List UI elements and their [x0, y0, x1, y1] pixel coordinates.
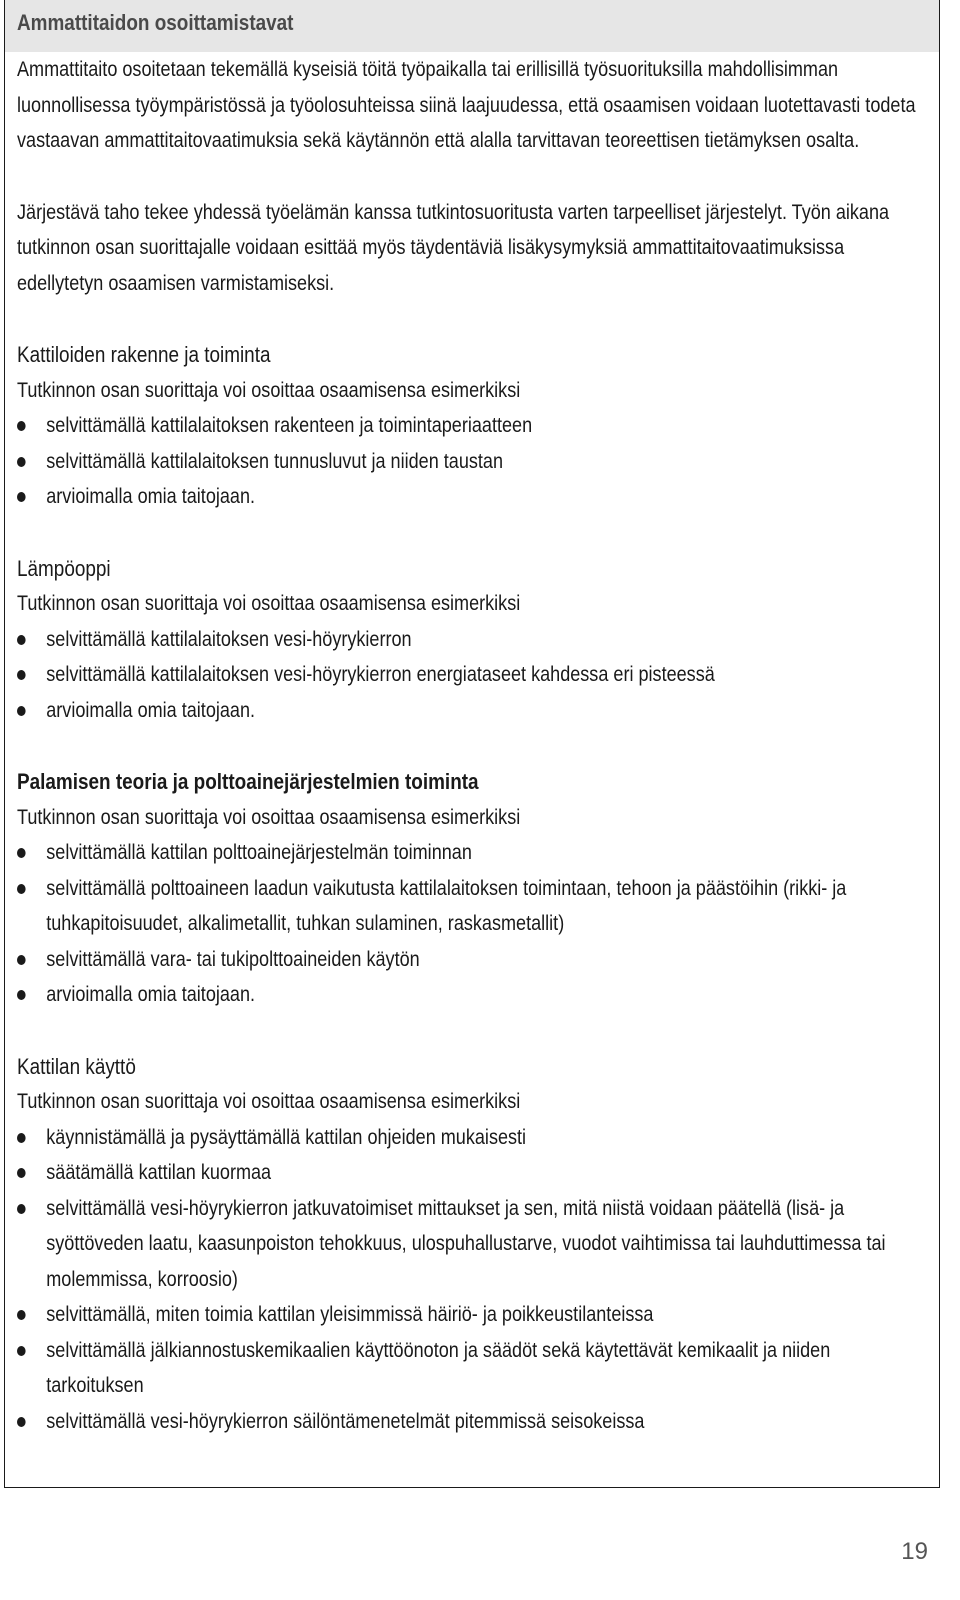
list-item-text: selvittämällä, miten toimia kattilan yleisimmissä häiriö- ja poikkeustilanteissa: [46, 1303, 654, 1326]
list-item-text: arvioimalla omia taitojaan.: [46, 698, 256, 722]
list-item: [17, 1297, 925, 1333]
section-intro: Tutkinnon osan suorittaja voi osoittaa osaamisensa esimerkiksi: [17, 1090, 521, 1113]
section-heading: Kattiloiden rakenne ja toiminta: [17, 342, 271, 367]
list-item: [17, 444, 925, 480]
bullet-icon: [17, 457, 26, 467]
bullet-list: [17, 622, 925, 729]
list-item-text: arvioimalla omia taitojaan.: [46, 485, 256, 508]
bullet-icon: [17, 1346, 26, 1356]
section-intro: Tutkinnon osan suorittaja voi osoittaa osaamisensa esimerkiksi: [17, 592, 521, 615]
header-band: [5, 0, 939, 52]
list-item-text: selvittämällä vara- tai tukipolttoaineiden käytön: [46, 947, 420, 971]
list-item: [17, 835, 925, 871]
bullet-icon: [17, 1204, 26, 1214]
bullet-list: [17, 835, 925, 1013]
list-item-text: selvittämällä kattilalaitoksen tunnusluvut ja niiden taustan: [46, 449, 504, 473]
list-item: [17, 1404, 925, 1440]
list-item-text: selvittämällä vesi-höyrykierron säilöntämenetelmät pitemmissä seisokeissa: [46, 1409, 645, 1433]
document-body: [17, 52, 925, 1439]
bullet-icon: [17, 955, 26, 965]
section-intro: Tutkinnon osan suorittaja voi osoittaa osaamisensa esimerkiksi: [17, 378, 521, 402]
list-item-text: arvioimalla omia taitojaan.: [46, 983, 256, 1006]
arrangements-paragraph: Järjestävä taho tekee yhdessä työelämän kanssa tutkintosuoritusta varten tarpeelliset järjestelyt. Työn aikana tutkinnon osan suorittajalle voidaan esittää myös täydentäviä lisäkysymyksiä ammattitaitovaatimuksissa edellytetyn osaamisen varmistamiseksi.: [17, 200, 890, 295]
list-item-text: selvittämällä kattilalaitoksen vesi-höyrykierron energiataseet kahdessa eri pisteessä: [46, 663, 715, 686]
bullet-icon: [17, 848, 26, 858]
bullet-icon: [17, 990, 26, 1000]
bullet-icon: [17, 670, 26, 680]
page-title: Ammattitaidon osoittamistavat: [17, 10, 294, 35]
content-box: [4, 0, 940, 1488]
list-item: [17, 479, 925, 515]
bullet-icon: [17, 492, 26, 502]
list-item-text: selvittämällä kattilalaitoksen rakenteen ja toimintaperiaatteen: [46, 414, 533, 437]
list-item-text: käynnistämällä ja pysäyttämällä kattilan ohjeiden mukaisesti: [46, 1125, 527, 1149]
section-heading: Lämpöoppi: [17, 555, 111, 581]
list-item-text: säätämällä kattilan kuormaa: [46, 1161, 272, 1184]
list-item: [17, 1333, 925, 1404]
list-item: [17, 408, 925, 444]
list-item-text: selvittämällä kattilan polttoainejärjestelmän toiminnan: [46, 841, 472, 864]
section-heading: Kattilan käyttö: [17, 1053, 136, 1079]
list-item: [17, 871, 925, 942]
section-heading: Palamisen teoria ja polttoainejärjestelmien toiminta: [17, 769, 479, 794]
list-item: [17, 622, 925, 658]
list-item: [17, 693, 925, 729]
list-item-text: selvittämällä vesi-höyrykierron jatkuvatoimiset mittaukset ja sen, mitä niistä voidaan päätellä (lisä- ja syöttöveden laatu, kaasunpoiston tehokkuus, ulospuhallustarve, vuodot vaihtimissa tai lauhduttimessa tai molemmissa, korroosio): [46, 1196, 886, 1291]
bullet-list: [17, 1120, 925, 1440]
bullet-icon: [17, 706, 26, 716]
bullet-icon: [17, 1417, 26, 1427]
list-item: [17, 1191, 925, 1298]
bullet-icon: [17, 884, 26, 894]
bullet-icon: [17, 1133, 26, 1143]
list-item: [17, 977, 925, 1013]
section-intro: Tutkinnon osan suorittaja voi osoittaa osaamisensa esimerkiksi: [17, 805, 521, 829]
list-item-text: selvittämällä polttoaineen laadun vaikutusta kattilalaitoksen toimintaan, tehoon ja päästöihin (rikki- ja tuhkapitoisuudet, alkalimetallit, tuhkan sulaminen, raskasmetallit): [46, 876, 847, 935]
list-item: [17, 942, 925, 978]
list-item: [17, 1155, 925, 1191]
bullet-icon: [17, 1310, 26, 1320]
list-item: [17, 1120, 925, 1156]
section-boiler-structure: [17, 337, 925, 515]
bullet-icon: [17, 1168, 26, 1178]
bullet-list: [17, 408, 925, 515]
section-thermodynamics: [17, 551, 925, 729]
list-item: [17, 657, 925, 693]
intro-paragraph: Ammattitaito osoitetaan tekemällä kyseisiä töitä työpaikalla tai erillisillä työsuorituksilla mahdollisimman luonnollisessa työympäristössä ja työolosuhteissa siinä laajuudessa, että osaamisen voidaan luotettavasti todeta vastaavan ammattitaitovaatimuksia sekä käytännön että alalla tarvittavan teoreettisen tietämyksen osalta.: [17, 58, 916, 152]
bullet-icon: [17, 421, 26, 431]
list-item-text: selvittämällä jälkiannostuskemikaalien käyttöönoton ja säädöt sekä käytettävät kemikaalit ja niiden tarkoituksen: [46, 1338, 831, 1397]
section-boiler-operation: [17, 1049, 925, 1440]
bullet-icon: [17, 635, 26, 645]
list-item-text: selvittämällä kattilalaitoksen vesi-höyrykierron: [46, 627, 412, 651]
page-number: 19: [901, 1538, 928, 1565]
section-combustion: [17, 764, 925, 1013]
